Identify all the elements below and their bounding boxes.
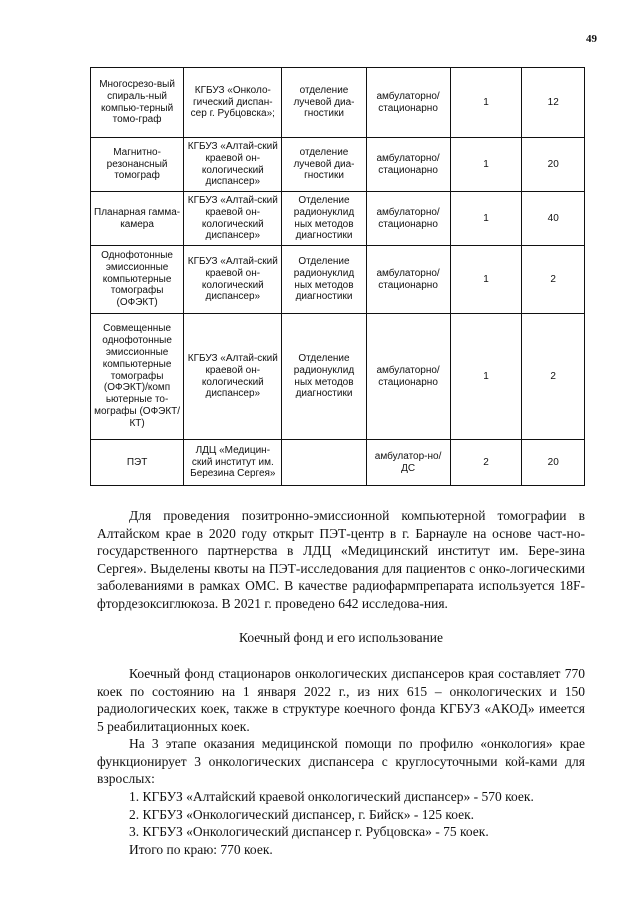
table-row [91,138,585,192]
count-cell: 1 [450,138,522,192]
value-cell: 40 [522,192,585,246]
equipment-name-cell: Однофотонные эмиссионные компьютерные томографы (ОФЭКТ) [91,246,184,314]
table-row [91,192,585,246]
organization-cell: КГБУЗ «Алтай-ский краевой он-кологический диспансер» [184,138,282,192]
page-number: 49 [586,33,597,45]
care-mode-cell: амбулаторно/ стационарно [366,68,450,138]
department-cell: отделение лучевой диа-гностики [282,138,366,192]
count-cell: 1 [450,246,522,314]
organization-cell: КГБУЗ «Алтай-ский краевой он-кологический диспансер» [184,192,282,246]
equipment-name-cell: Совмещенные однофотонные эмиссионные компьютерные томографы (ОФЭКТ)/комп ьютерные то-мографы (ОФЭКТ/КТ) [91,314,184,440]
list-item: 2. КГБУЗ «Онкологический диспансер, г. Бийск» - 125 коек. [129,806,475,822]
count-cell: 1 [450,314,522,440]
table-row [91,440,585,486]
care-mode-cell: амбулатор-но/ДС [366,440,450,486]
value-cell: 20 [522,440,585,486]
organization-cell: КГБУЗ «Онколо-гический диспан-сер г. Рубцовска»; [184,68,282,138]
department-cell [282,440,366,486]
count-cell: 2 [450,440,522,486]
care-mode-cell: амбулаторно/ стационарно [366,246,450,314]
section-heading: Коечный фонд и его использование [238,630,443,645]
department-cell: отделение лучевой диа-гностики [282,68,366,138]
organization-cell: КГБУЗ «Алтай-ский краевой он-кологический диспансер» [184,314,282,440]
organization-cell: КГБУЗ «Алтай-ский краевой он-кологический диспансер» [184,246,282,314]
department-cell: Отделение радионуклид ных методов диагностики [282,246,366,314]
list-item: Итого по краю: 770 коек. [129,841,273,857]
list-item: 1. КГБУЗ «Алтайский краевой онкологический диспансер» - 570 коек. [129,789,534,804]
organization-cell: ЛДЦ «Медицин-ский институт им. Березина Сергея» [184,440,282,486]
dispensaries-paragraph: На 3 этапе оказания медицинской помощи по профилю «онкология» крае функционирует 3 онкологических диспансера с круглосуточными кой-ками для взрослых: [97,736,585,786]
table-row [91,314,585,440]
table-row [91,246,585,314]
care-mode-cell: амбулаторно/ стационарно [366,138,450,192]
pet-paragraph: Для проведения позитронно-эмиссионной компьютерной томографии в Алтайском крае в 2020 году открыт ПЭТ-центр в г. Барнауле на основе част-но-государственного партнерства в ЛДЦ «Медицинский институт им. Бере-зина Сергея». Выделены квоты на ПЭТ-исследования для пациентов с онко-логическими заболеваниями в рамках ОМС. В качестве радиофармпрепарата используется 18F-фтордезоксиглюкоза. В 2021 г. проведено 642 исследова-ния. [97,508,585,611]
bed-fund-paragraph: Коечный фонд стационаров онкологических диспансеров края составляет 770 коек по состоянию на 1 января 2022 г., из них 615 – онкологических и 150 радиологических коек, также в структуре коечного фонда КГБУЗ «АКОД» имеется 5 реабилитационных коек. [97,666,585,734]
list-item: 3. КГБУЗ «Онкологический диспансер г. Рубцовска» - 75 коек. [129,824,489,839]
equipment-name-cell: ПЭТ [91,440,184,486]
care-mode-cell: амбулаторно/ стационарно [366,314,450,440]
value-cell: 2 [522,314,585,440]
value-cell: 20 [522,138,585,192]
equipment-table [90,67,585,486]
value-cell: 2 [522,246,585,314]
equipment-name-cell: Магнитно-резонансный томограф [91,138,184,192]
value-cell: 12 [522,68,585,138]
department-cell: Отделение радионуклид ных методов диагностики [282,192,366,246]
count-cell: 1 [450,192,522,246]
equipment-name-cell: Многосрезо-вый спираль-ный компью-терный томо-граф [91,68,184,138]
count-cell: 1 [450,68,522,138]
care-mode-cell: амбулаторно/ стационарно [366,192,450,246]
dispensary-list [97,788,585,858]
table-row [91,68,585,138]
department-cell: Отделение радионуклид ных методов диагностики [282,314,366,440]
equipment-name-cell: Планарная гамма-камера [91,192,184,246]
